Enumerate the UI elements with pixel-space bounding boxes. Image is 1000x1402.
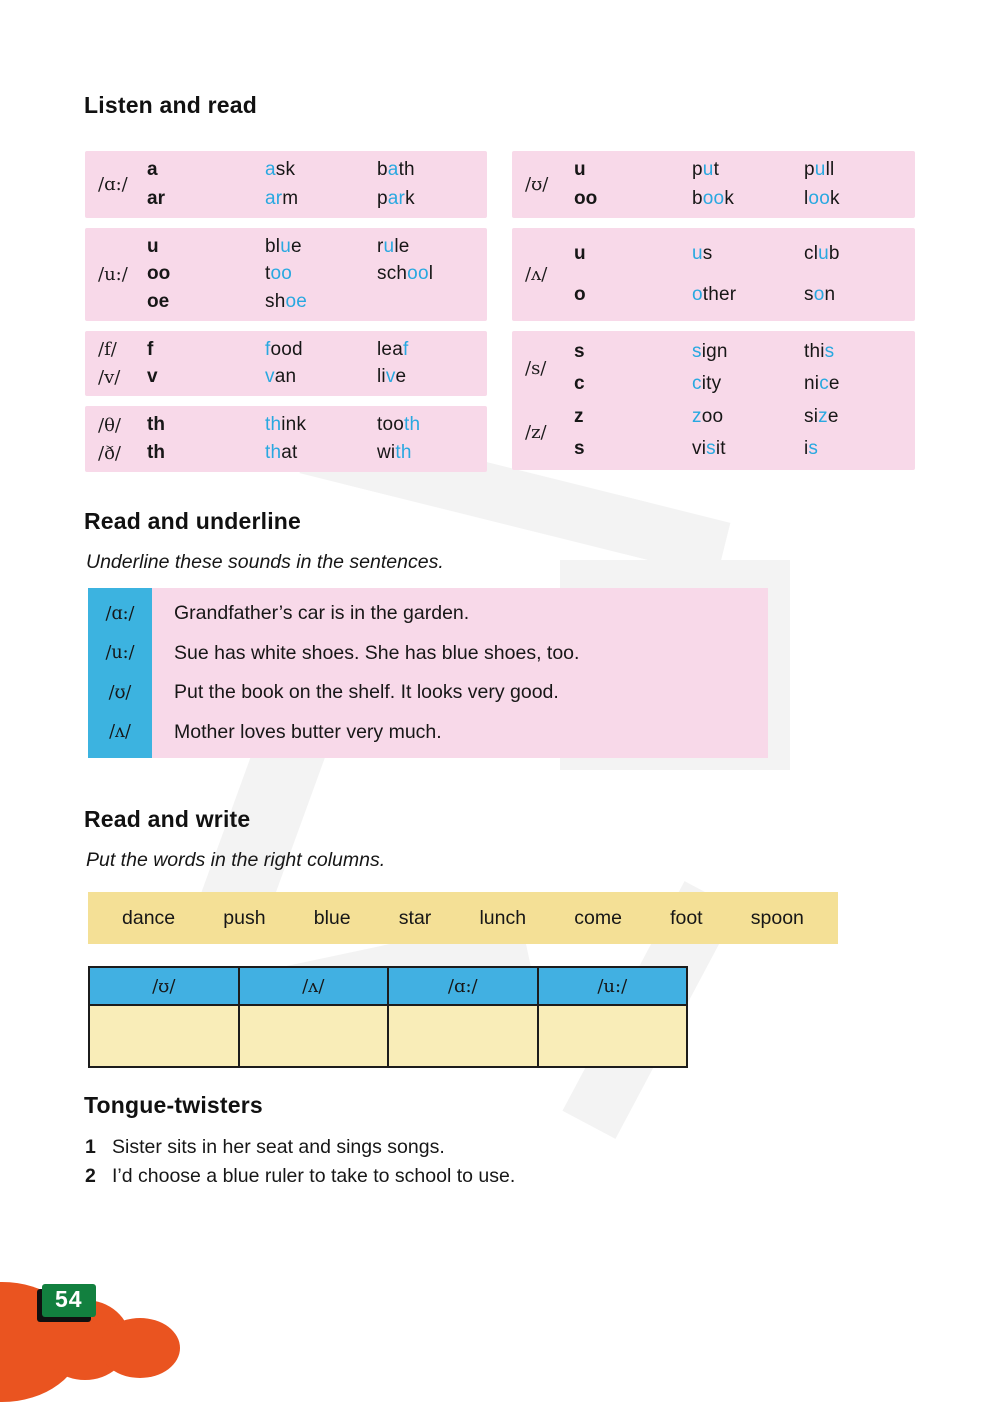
phoneme-group bbox=[85, 364, 487, 392]
phoneme-symbol: /ð/ bbox=[98, 442, 121, 464]
phoneme-symbol: /ɑ:/ bbox=[98, 174, 128, 195]
phoneme-symbol: /v/ bbox=[98, 366, 121, 388]
phonics-word: with bbox=[377, 442, 412, 463]
sentence-text-column bbox=[152, 588, 768, 758]
phoneme-symbol: /z/ bbox=[525, 422, 547, 444]
phoneme-symbol: /f/ bbox=[98, 339, 117, 361]
word-bank-item: lunch bbox=[479, 906, 527, 929]
highlighted-letters: th bbox=[265, 442, 282, 463]
phoneme-symbol: /s/ bbox=[525, 357, 547, 379]
phonics-word: that bbox=[265, 442, 298, 463]
page-number-badge: 54 bbox=[42, 1284, 96, 1317]
phonics-column-left bbox=[85, 151, 487, 472]
spelling-pattern: s bbox=[574, 437, 585, 459]
spelling-pattern: oo bbox=[574, 187, 598, 209]
highlighted-letters: oo bbox=[702, 187, 725, 209]
highlighted-letters: c bbox=[819, 373, 829, 395]
phoneme-group bbox=[85, 233, 487, 316]
phonics-word: visit bbox=[692, 437, 726, 459]
sentence-text: Put the book on the shelf. It looks very good. bbox=[174, 681, 559, 704]
highlighted-letters: s bbox=[692, 341, 702, 363]
phonics-block bbox=[85, 406, 487, 472]
phonics-column-right bbox=[512, 151, 915, 472]
spelling-pattern: o bbox=[574, 284, 586, 306]
highlighted-letters: oo bbox=[407, 263, 429, 285]
phoneme-symbol: /ʌ/ bbox=[525, 264, 548, 285]
phonics-word: blue bbox=[265, 235, 302, 257]
read-write-instruction: Put the words in the right columns. bbox=[86, 849, 386, 871]
highlighted-letters: a bbox=[265, 159, 276, 181]
phoneme-symbol: /θ/ bbox=[98, 414, 121, 436]
read-write-title: Read and write bbox=[84, 806, 251, 832]
spelling-pattern: z bbox=[574, 405, 584, 427]
phonics-word: nice bbox=[804, 373, 840, 395]
spelling-pattern: f bbox=[147, 338, 154, 360]
word-bank-item: come bbox=[574, 906, 622, 929]
phonics-word: size bbox=[804, 405, 839, 427]
phonics-word: live bbox=[377, 366, 407, 388]
column-header-symbol: /u:/ bbox=[538, 967, 688, 1005]
phonics-word: tooth bbox=[377, 414, 421, 435]
phoneme-group bbox=[85, 156, 487, 213]
highlighted-letters: u bbox=[280, 235, 291, 257]
highlighted-letters: o bbox=[813, 284, 825, 306]
phonics-word: van bbox=[265, 366, 297, 388]
sentence-symbol-column bbox=[88, 588, 152, 758]
phonics-word: sign bbox=[692, 341, 728, 363]
phoneme-group bbox=[512, 156, 915, 213]
tongue-twisters-title: Tongue-twisters bbox=[84, 1092, 263, 1118]
empty-answer-cell bbox=[239, 1005, 389, 1067]
spelling-pattern: oo bbox=[147, 263, 171, 285]
phoneme-symbol: /ʊ/ bbox=[525, 174, 549, 195]
highlighted-letters: u bbox=[692, 242, 703, 264]
spelling-pattern: th bbox=[147, 442, 165, 463]
highlighted-letters: v bbox=[265, 366, 275, 388]
spelling-pattern: oe bbox=[147, 291, 170, 313]
sentence-text: Grandfather’s car is in the garden. bbox=[174, 602, 470, 625]
spelling-pattern: v bbox=[147, 366, 158, 388]
sorting-table-answer-row bbox=[89, 1005, 687, 1067]
phonics-word: put bbox=[692, 159, 720, 181]
word-bank-item: star bbox=[398, 906, 432, 929]
spelling-pattern: u bbox=[574, 159, 586, 181]
phonics-block bbox=[512, 331, 915, 470]
spelling-pattern: u bbox=[147, 235, 159, 257]
spelling-pattern: ar bbox=[147, 187, 165, 209]
sentence-text: Mother loves butter very much. bbox=[174, 720, 442, 743]
phoneme-symbol: /ʌ/ bbox=[109, 722, 131, 743]
empty-answer-cell bbox=[388, 1005, 538, 1067]
sentences-box bbox=[88, 588, 768, 758]
highlighted-letters: oo bbox=[808, 187, 830, 209]
sorting-table-header-row bbox=[89, 967, 687, 1005]
tongue-twister-item bbox=[85, 1133, 1000, 1162]
spelling-pattern: s bbox=[574, 341, 585, 363]
highlighted-letters: s bbox=[824, 341, 835, 363]
column-header-symbol: /ɑ:/ bbox=[388, 967, 538, 1005]
phonics-word: pull bbox=[804, 159, 835, 181]
phoneme-symbol: /ʊ/ bbox=[108, 682, 132, 703]
highlighted-letters: th bbox=[395, 442, 412, 463]
phonics-word: too bbox=[265, 263, 293, 285]
highlighted-letters: u bbox=[818, 242, 829, 264]
phonics-word: shoe bbox=[265, 291, 308, 313]
highlighted-letters: a bbox=[387, 159, 399, 181]
phonics-word: zoo bbox=[692, 405, 724, 427]
phonics-word: food bbox=[265, 338, 303, 360]
phonics-tables bbox=[85, 151, 915, 472]
phoneme-group bbox=[85, 439, 487, 467]
phoneme-group bbox=[512, 401, 915, 466]
spelling-pattern: u bbox=[574, 242, 586, 264]
phonics-block bbox=[85, 151, 487, 218]
corner-decoration bbox=[100, 1318, 180, 1378]
phonics-word: ask bbox=[265, 159, 296, 181]
highlighted-letters: s bbox=[808, 437, 819, 459]
phonics-word: bath bbox=[377, 159, 415, 181]
listen-read-title: Listen and read bbox=[84, 92, 257, 118]
phonics-word: us bbox=[692, 242, 713, 264]
highlighted-letters: th bbox=[265, 414, 282, 435]
highlighted-letters: z bbox=[692, 405, 702, 427]
phonics-word: arm bbox=[265, 187, 299, 209]
phonics-word: this bbox=[804, 341, 835, 363]
highlighted-letters: f bbox=[265, 338, 271, 360]
phonics-word: look bbox=[804, 187, 840, 209]
highlighted-letters: u bbox=[383, 235, 395, 257]
read-underline-title: Read and underline bbox=[84, 508, 302, 534]
word-bank-item: spoon bbox=[750, 906, 804, 929]
word-bank-item: blue bbox=[313, 906, 351, 929]
phonics-block bbox=[85, 331, 487, 396]
item-number: 2 bbox=[85, 1165, 96, 1187]
sorting-table bbox=[88, 966, 688, 1068]
phonics-word: leaf bbox=[377, 338, 409, 360]
spelling-pattern: a bbox=[147, 159, 158, 181]
read-underline-instruction: Underline these sounds in the sentences. bbox=[86, 551, 444, 573]
phonics-word: city bbox=[692, 373, 722, 395]
word-bank-item: dance bbox=[122, 906, 176, 929]
word-bank-item: push bbox=[223, 906, 266, 929]
phonics-word: other bbox=[692, 284, 737, 306]
phonics-block bbox=[85, 228, 487, 321]
empty-answer-cell bbox=[538, 1005, 688, 1067]
word-bank bbox=[88, 892, 838, 944]
sentence-text: Sue has white shoes. She has blue shoes, too. bbox=[174, 641, 580, 664]
highlighted-letters: th bbox=[404, 414, 421, 435]
highlighted-letters: u bbox=[814, 159, 826, 181]
item-text: I’d choose a blue ruler to take to school to use. bbox=[112, 1165, 516, 1187]
phonics-word: club bbox=[804, 242, 840, 264]
spelling-pattern: th bbox=[147, 414, 165, 435]
phonics-word: rule bbox=[377, 235, 410, 257]
highlighted-letters: f bbox=[402, 338, 409, 360]
highlighted-letters: z bbox=[818, 405, 828, 427]
phoneme-symbol: /u:/ bbox=[105, 643, 135, 664]
column-header-symbol: /ʌ/ bbox=[239, 967, 389, 1005]
phoneme-group bbox=[512, 336, 915, 401]
item-text: Sister sits in her seat and sings songs. bbox=[112, 1136, 445, 1158]
phoneme-group bbox=[85, 336, 487, 364]
word-bank-item: foot bbox=[670, 906, 703, 929]
phoneme-group bbox=[512, 233, 915, 316]
phonics-word: think bbox=[265, 414, 307, 435]
phonics-word: is bbox=[804, 437, 819, 459]
highlighted-letters: c bbox=[692, 373, 702, 395]
phonics-word: book bbox=[692, 187, 735, 209]
phonics-word: school bbox=[377, 263, 434, 285]
phoneme-symbol: /ɑ:/ bbox=[105, 603, 135, 624]
phoneme-group bbox=[85, 411, 487, 439]
highlighted-letters: v bbox=[385, 366, 396, 388]
highlighted-letters: s bbox=[706, 437, 716, 459]
phonics-word: son bbox=[804, 284, 836, 306]
column-header-symbol: /ʊ/ bbox=[89, 967, 239, 1005]
highlighted-letters: u bbox=[702, 159, 714, 181]
empty-answer-cell bbox=[89, 1005, 239, 1067]
spelling-pattern: c bbox=[574, 373, 585, 395]
item-number: 1 bbox=[85, 1136, 96, 1158]
phonics-word: park bbox=[377, 187, 415, 209]
highlighted-letters: oo bbox=[270, 263, 293, 285]
tongue-twister-item bbox=[85, 1162, 1000, 1191]
highlighted-letters: ar bbox=[387, 187, 406, 209]
highlighted-letters: o bbox=[692, 284, 703, 306]
phoneme-symbol: /u:/ bbox=[98, 263, 128, 285]
phonics-block bbox=[512, 228, 915, 321]
tongue-twisters-list bbox=[85, 1133, 1000, 1191]
highlighted-letters: ar bbox=[265, 187, 283, 209]
highlighted-letters: oe bbox=[285, 291, 308, 313]
phonics-block bbox=[512, 151, 915, 218]
